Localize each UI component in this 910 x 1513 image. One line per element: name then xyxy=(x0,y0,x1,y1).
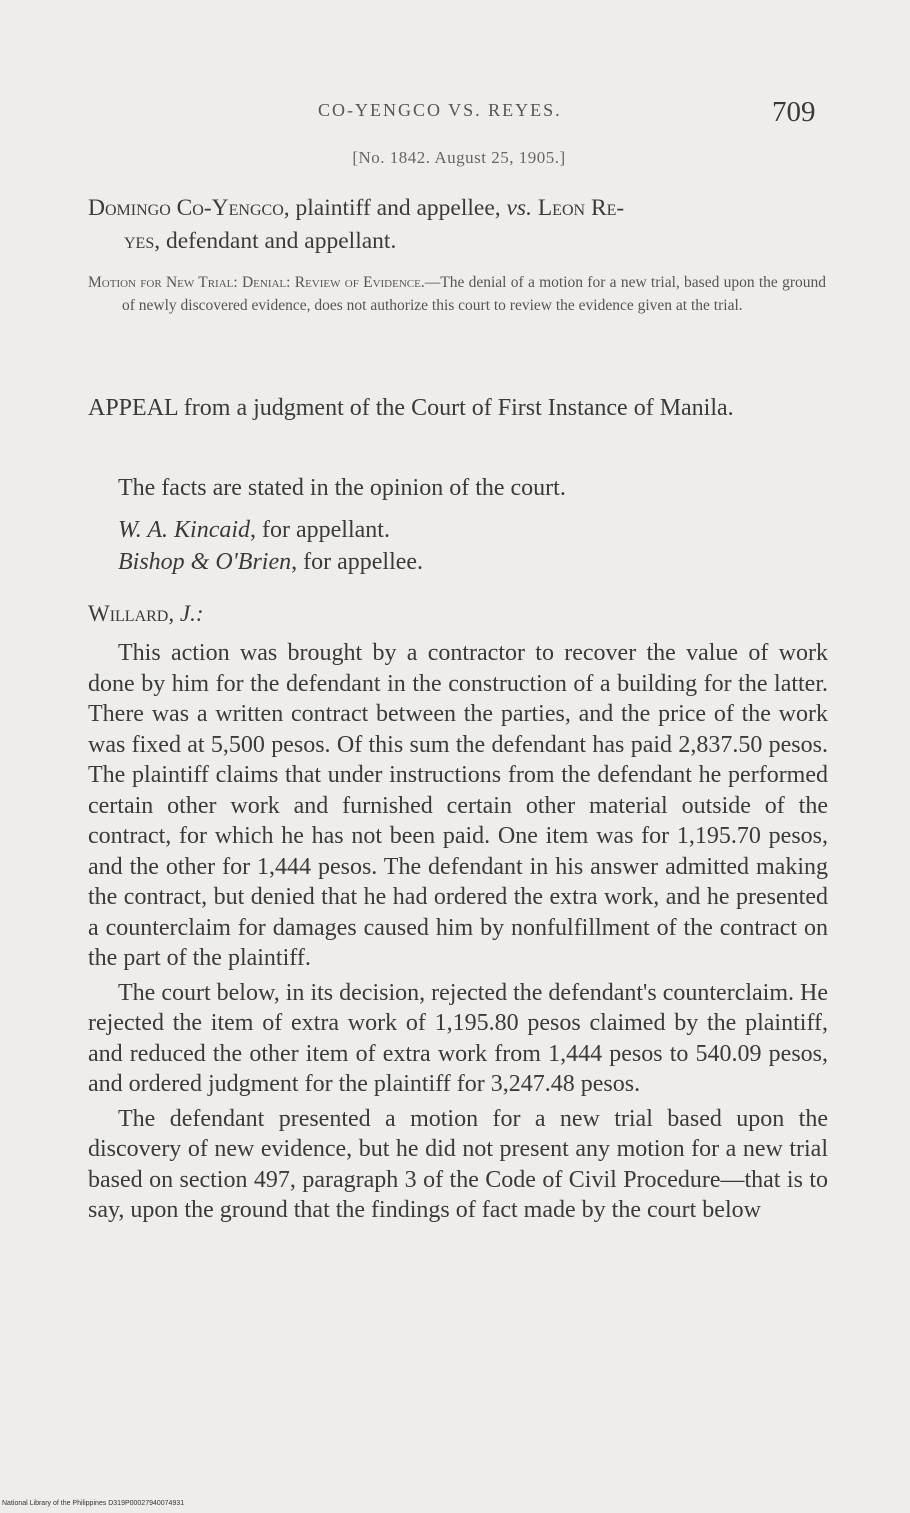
caption-second-line xyxy=(88,228,396,254)
appellee-counsel xyxy=(118,546,818,578)
page-number: 709 xyxy=(772,96,816,128)
running-title: CO-YENGCO VS. REYES. xyxy=(318,100,562,120)
defendant-name-part2: yes xyxy=(124,228,155,254)
opinion-paragraph: This action was brought by a contractor to recover the value of work done by him for the defendant in the construction of a building for the latter. There was a written contract between the parties, and the price of the work was fixed at 5,500 pesos. Of this sum the defendant has paid 2,837.50 pesos. The plaintiff claims that under instructions from the defendant he performed certain other work and furnished certain other material outside of the contract, for which he has not been paid. One item was for 1,195.70 pesos, and the other for 1,444 pesos. The defendant in his answer admitted making the contract, but denied that he had ordered the extra work, and he presented a counterclaim for damages caused him by nonfulfillment of the contract on the part of the plaintiff. xyxy=(88,640,828,971)
case-caption xyxy=(88,192,828,258)
defendant-name-part1: Leon Re- xyxy=(531,195,625,221)
counsel-block xyxy=(118,514,818,578)
opinion-paragraph: The defendant presented a motion for a new trial based upon the discovery of new evidence, but he did not present any motion for a new trial based on section 497, paragraph 3 of the Code of Civil Procedure—that is to say, upon the ground that the findings of fact made by the court below xyxy=(88,1105,828,1223)
syllabus-text: —The denial of a motion for a new trial, based upon the ground of newly discovered evidence, does not authorize this court to review the evidence given at the trial. xyxy=(122,274,827,314)
judge-attribution xyxy=(88,598,204,630)
syllabus xyxy=(88,272,826,317)
syllabus-heading: Motion for New Trial: Denial: Review of Evidence. xyxy=(88,274,425,291)
judge-name: Willard xyxy=(88,601,169,626)
opinion-paragraph: The court below, in its decision, rejected the defendant's counterclaim. He rejected the item of extra work of 1,195.80 pesos claimed by the plaintiff, and reduced the other item of extra work from 1,444 pesos to 540.09 pesos, and ordered judgment for the plaintiff for 3,247.48 pesos. xyxy=(88,979,828,1097)
opinion-body xyxy=(88,638,828,1230)
docket-line: [No. 1842. August 25, 1905.] xyxy=(352,148,566,167)
plaintiff-role: , plaintiff and appellee, xyxy=(283,195,507,221)
scan-footer: National Library of the Philippines D319P00027940074931 xyxy=(2,1500,185,1507)
facts-statement: The facts are stated in the opinion of the court. xyxy=(118,475,566,501)
versus-label: vs. xyxy=(506,195,532,221)
appeal-statement: APPEAL from a judgment of the Court of First Instance of Manila. xyxy=(88,395,734,421)
defendant-role: , defendant and appellant. xyxy=(154,228,397,254)
appellant-counsel-name: W. A. Kincaid xyxy=(118,517,251,543)
appellant-counsel xyxy=(118,514,818,546)
judge-title: , J.: xyxy=(168,601,204,626)
appellee-counsel-role: , for appellee. xyxy=(291,549,424,575)
appellee-counsel-name: Bishop & O'Brien xyxy=(118,549,292,575)
plaintiff-name: Domingo Co-Yengco xyxy=(88,195,284,221)
running-head xyxy=(0,96,910,136)
appellant-counsel-role: , for appellant. xyxy=(250,517,390,543)
